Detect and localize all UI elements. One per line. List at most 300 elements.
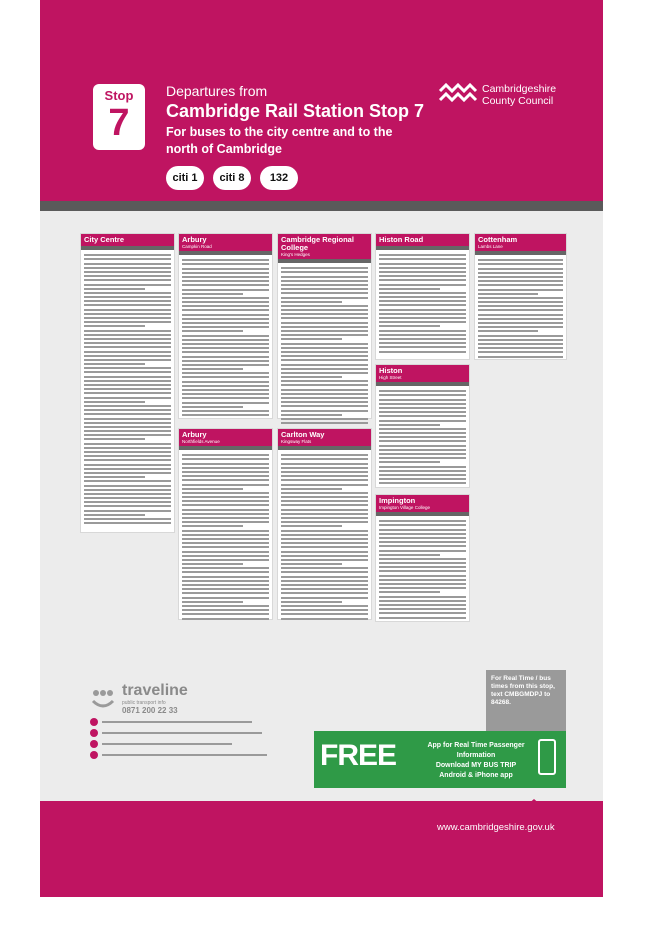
timetable-line [281,267,368,269]
timetable-line [182,356,269,358]
timetable-line [281,530,368,532]
route-pill: 132 [260,166,298,190]
poster [40,0,603,897]
timetable-line [379,420,466,422]
timetable-line [379,394,466,396]
timetable-line [84,485,171,487]
timetable-rows [278,450,371,624]
timetable-line [379,570,466,572]
timetable-line [478,276,563,278]
timetable-line [182,280,269,282]
timetable-line [84,497,171,499]
timetable-line [182,467,269,469]
timetable-line [182,513,269,515]
timetable-line [84,263,171,265]
timetable-line [182,381,269,383]
timetable-line [281,488,342,490]
traveline-phone: 0871 200 22 33 [122,706,178,715]
timetable-line [182,534,269,536]
timetable-line [182,347,269,349]
timetable-line [379,292,466,294]
route-list [166,166,298,190]
timetable-line [281,288,368,290]
timetable-line [281,475,368,477]
contact-icon [90,718,98,726]
timetable-line [379,445,466,447]
timetable-line [281,555,368,557]
timetable-line [478,289,563,291]
timetable-line [379,482,466,484]
timetable-line [84,292,171,294]
timetable-line [84,317,171,319]
timetable-line [182,538,269,540]
timetable-line [84,392,171,394]
timetable-line [379,275,466,277]
timetable-line [478,301,563,303]
traveline-logo [90,682,320,715]
timetable-line [281,297,368,299]
timetable-line [84,355,171,357]
info-icon [90,729,98,737]
timetable-line [478,314,563,316]
timetable-line [478,318,563,320]
timetable-line [84,438,145,440]
stop-badge [93,84,145,150]
timetable-line [379,279,466,281]
timetable-line [281,576,368,578]
timetable-line [182,293,243,295]
card-title: Cambridge Regional College King's Hedges [278,234,371,259]
timetable-line [281,613,368,615]
timetable-line [281,271,368,273]
timetable-line [281,313,368,315]
timetable-card [375,364,470,488]
timetable-line [281,513,368,515]
timetable-line [281,546,368,548]
timetable-line [379,321,466,323]
timetable-line [182,393,269,395]
timetable-line [379,587,466,589]
timetable-line [379,267,466,269]
timetable-line [379,288,440,290]
timetable-line [84,380,171,382]
timetable-line [478,272,563,274]
timetable-line [182,314,269,316]
timetable-line [182,488,243,490]
timetable-line [281,376,342,378]
timetable-line [281,609,368,611]
timetable-line [281,504,368,506]
timetable-line [281,538,368,540]
timetable-line [182,584,269,586]
timetable-line [84,501,171,503]
timetable-line [478,335,563,337]
timetable-line [182,305,269,307]
timetable-line [379,313,466,315]
timetable-line [379,317,466,319]
timetable-line [379,411,466,413]
timetable-line [182,309,269,311]
timetable-line [281,559,368,561]
timetable-line [281,525,342,527]
timetable-line [84,472,171,474]
timetable-line [281,618,368,620]
timetable-line [281,551,368,553]
timetable-line [379,415,466,417]
notice-icon [90,751,98,759]
timetable-line [182,517,269,519]
timetable-card [178,428,273,620]
timetable-line [478,284,563,286]
timetable-line [84,418,171,420]
card-title: Histon High Street [376,365,469,382]
timetable-line [84,309,171,311]
timetable-line [84,279,171,281]
timetable-line [182,496,269,498]
timetable-line [379,524,466,526]
timetable-line [84,363,145,365]
website-link[interactable]: www.cambridgeshire.gov.uk [437,822,555,833]
traveline-block [90,682,320,797]
timetable-line [379,453,466,455]
timetable-rows [376,516,469,623]
timetable-line [182,551,269,553]
timetable-line [281,454,368,456]
timetable-line [182,605,269,607]
timetable-card [474,233,567,360]
timetable-line [379,284,466,286]
timetable-line [379,596,466,598]
timetable-line [281,517,368,519]
timetable-line [182,385,269,387]
timetable-line [182,397,269,399]
card-title: Cottenham Lambs Lane [475,234,566,251]
timetable-line [379,436,466,438]
timetable-line [84,480,171,482]
timetable-line [281,567,368,569]
timetable-line [281,405,368,407]
timetable-line [182,567,269,569]
timetable-line [379,562,466,564]
timetable-line [84,468,171,470]
timetable-line [281,397,368,399]
timetable-line [182,504,269,506]
timetable-line [281,364,368,366]
timetable-line [84,426,171,428]
timetable-line [379,254,466,256]
card-title: Impington Impington Village College [376,495,469,512]
timetable-line [379,608,466,610]
timetable-line [281,334,368,336]
timetable-line [84,334,171,336]
timetable-line [281,571,368,573]
timetable-line [281,317,368,319]
contact-row [90,740,320,748]
timetable-line [84,258,171,260]
timetable-line [84,313,171,315]
timetable-line [84,351,171,353]
timetable-line [84,300,171,302]
timetable-line [182,597,269,599]
timetable-line [84,505,171,507]
app-text: App for Real Time Passenger Information Download MY BUS TRIP Android & iPhone app [427,742,525,779]
timetable-line [478,356,563,358]
timetable-line [281,597,368,599]
timetable-line [379,591,440,593]
timetable-line [281,588,368,590]
timetable-line [84,388,171,390]
contact-row [90,751,320,759]
timetable-line [182,492,269,494]
timetable-line [182,546,269,548]
timetable-line [84,397,171,399]
timetable-line [182,618,269,620]
timetable-line [281,410,368,412]
timetable-line [84,284,171,286]
timetable-line [84,367,171,369]
timetable-line [84,384,171,386]
timetable-line [379,541,466,543]
timetable-line [182,351,269,353]
timetable-line [182,613,269,615]
timetable-line [84,409,171,411]
timetable-rows [376,250,469,357]
timetable-line [478,309,563,311]
timetable-line [182,343,269,345]
council-wave-icon [438,82,478,108]
timetable-line [182,297,269,299]
timetable-line [182,406,243,408]
timetable-line [182,530,269,532]
timetable-rows [81,250,174,528]
timetable-line [379,403,466,405]
timetable-line [281,592,368,594]
timetable-line [379,449,466,451]
timetable-line [182,259,269,261]
timetable-line [182,276,269,278]
timetable-line [379,466,466,468]
timetable-line [281,463,368,465]
timetable-line [84,338,171,340]
timetable-rows [179,255,272,420]
timetable-line [182,580,269,582]
timetable-line [379,346,466,348]
timetable-line [182,376,269,378]
timetable-line [281,563,342,565]
timetable-line [379,537,466,539]
timetable-line [281,351,368,353]
timetable-line [281,422,368,424]
timetable-line [182,272,269,274]
timetable-line [84,359,171,361]
timetable-line [84,447,171,449]
timetable-line [281,330,368,332]
timetable-line [182,368,243,370]
timetable-line [478,259,563,261]
timetable-line [379,440,466,442]
timetable-line [478,347,563,349]
timetable-line [182,509,269,511]
timetable-line [379,600,466,602]
timetable-line [379,457,466,459]
timetable-line [84,271,171,273]
timetable-line [84,510,171,512]
timetable-line [281,393,368,395]
timetable-line [182,484,269,486]
timetable-line [281,326,368,328]
timetable-line [84,430,171,432]
timetable-line [379,351,466,353]
timetable-line [182,414,269,416]
header [40,0,603,200]
timetable-line [182,389,269,391]
traveline-name: traveline [122,682,188,699]
timetable-line [182,592,269,594]
timetable-line [281,309,368,311]
timetable-line [84,522,171,524]
timetable-line [281,343,368,345]
timetable-line [182,318,269,320]
timetable-line [281,471,368,473]
timetable-line [182,263,269,265]
timetable-line [84,455,171,457]
timetable-line [281,484,368,486]
timetable-line [84,346,171,348]
timetable-line [84,451,171,453]
card-title: Arbury Northfields Avenue [179,429,272,446]
timetable-line [379,474,466,476]
timetable-line [182,301,269,303]
timetable-line [379,399,466,401]
timetable-line [478,280,563,282]
timetable-line [379,432,466,434]
timetable-line [478,326,563,328]
council-line2: County Council [482,95,554,107]
timetable-rows [376,386,469,489]
timetable-line [84,489,171,491]
timetable-line [478,305,563,307]
route-pill: citi 1 [166,166,204,190]
timetable-line [84,518,171,520]
contact-row [90,718,320,726]
timetable-line [84,464,171,466]
timetable-line [281,580,368,582]
timetable-line [281,284,368,286]
timetable-line [379,304,466,306]
timetable-line [379,566,466,568]
timetable-line [84,275,171,277]
subtitle: For buses to the city centre and to the north of Cambridge [166,125,393,156]
timetable-line [281,509,368,511]
timetable-line [379,300,466,302]
timetable-line [379,338,466,340]
timetable-line [379,258,466,260]
timetable-line [379,271,466,273]
card-title: Histon Road [376,234,469,246]
timetable-line [84,304,171,306]
timetable-line [182,410,269,412]
card-title: City Centre [81,234,174,246]
timetable-line [84,296,171,298]
timetable-line [478,322,563,324]
timetable-line [84,325,145,327]
timetable-line [379,612,466,614]
timetable-line [281,605,368,607]
timetable-rows [475,255,566,362]
timetable-line [379,470,466,472]
timetable-line [281,301,342,303]
timetable-line [379,478,466,480]
timetable-line [182,601,243,603]
timetable-line [281,467,368,469]
timetable-line [84,371,171,373]
timetable-line [281,414,342,416]
timetable-line [281,347,368,349]
timetable-line [281,276,368,278]
timetable-line [478,339,563,341]
timetable-line [84,342,171,344]
timetable-line [84,443,171,445]
timetable-line [379,533,466,535]
timetable-card [375,233,470,360]
timetable-line [84,376,171,378]
timetable-line [281,355,368,357]
timetable-line [182,322,269,324]
timetable-line [379,604,466,606]
council-line1: Cambridgeshire [482,83,557,95]
app-banner[interactable] [314,731,566,788]
timetable-line [182,542,269,544]
timetable-line [379,579,466,581]
timetable-line [281,521,368,523]
timetable-line [379,407,466,409]
timetable-line [84,254,171,256]
timetable-line [379,575,466,577]
stop-number: 7 [108,102,130,144]
timetable-line [379,309,466,311]
timetable-line [281,322,368,324]
timetable-line [84,321,171,323]
phone-icon [90,740,98,748]
timetable-line [182,563,243,565]
timetable-line [182,479,269,481]
timetable-line [478,297,563,299]
timetable-line [281,338,342,340]
timetable-line [379,583,466,585]
timetable-line [84,405,171,407]
timetable-rows [278,263,371,428]
realtime-box: For Real Time / bus times from this stop, text CMBGMDPJ to 84268. [486,670,566,740]
timetable-line [379,545,466,547]
timetable-line [281,380,368,382]
timetable-line [182,471,269,473]
timetable-line [182,268,269,270]
timetable-line [84,434,171,436]
timetable-line [182,289,269,291]
timetable-line [379,342,466,344]
timetable-line [182,559,269,561]
timetable-line [182,339,269,341]
timetable-line [379,558,466,560]
timetable-card [178,233,273,419]
timetable-line [182,458,269,460]
route-pill: citi 8 [213,166,251,190]
timetable-line [182,330,243,332]
timetable-card [80,233,175,533]
timetable-line [84,288,145,290]
timetable-line [478,293,538,295]
timetable-line [379,428,466,430]
